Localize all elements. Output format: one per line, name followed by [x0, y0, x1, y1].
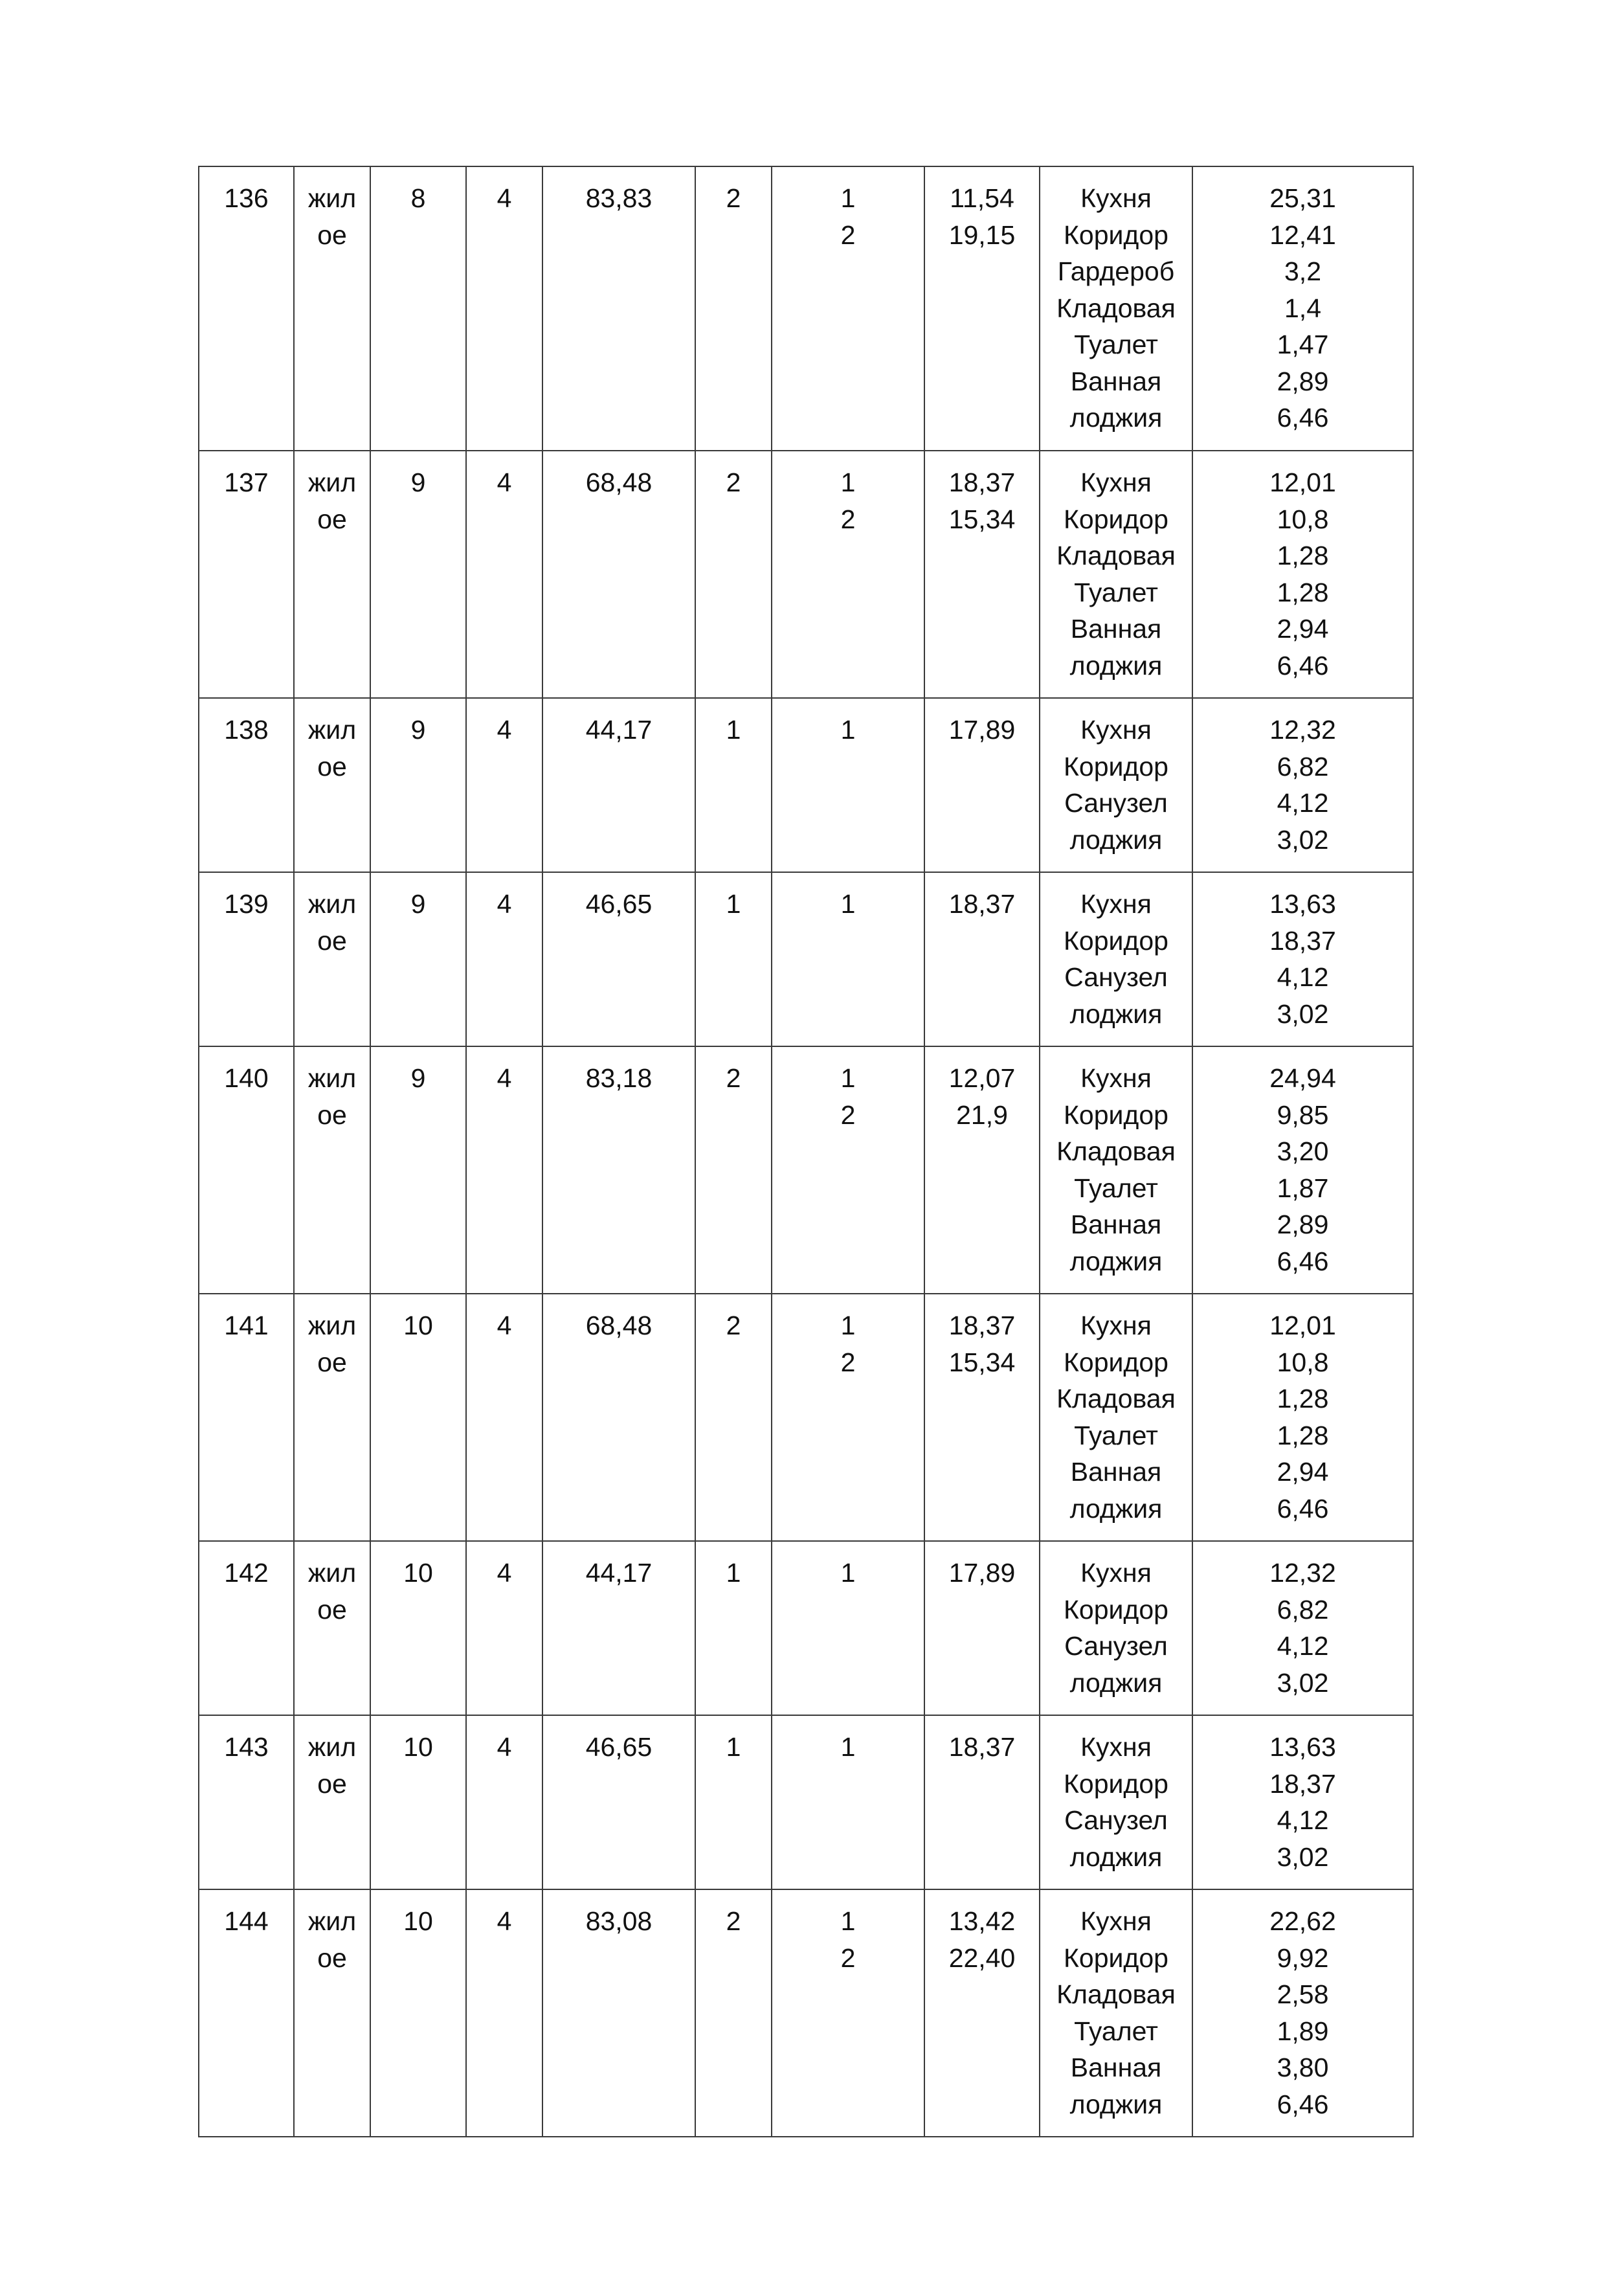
cell-room-areas	[924, 1541, 1040, 1715]
cell-line: 1	[840, 183, 856, 213]
cell-line: 17,89	[948, 1558, 1016, 1588]
cell-line: Коридор	[1064, 1768, 1168, 1799]
cell-apartment-number	[199, 1294, 294, 1541]
cell-aux-room-names	[1040, 698, 1192, 872]
cell-line: 1,28	[1277, 1420, 1329, 1450]
cell-line: 13,63	[1269, 889, 1336, 919]
cell-value: 4	[497, 1311, 512, 1340]
cell-line: 12,07	[948, 1063, 1016, 1093]
cell-aux-room-names	[1040, 1046, 1192, 1294]
cell-line: 6,82	[1277, 751, 1329, 782]
cell-section	[466, 1046, 542, 1294]
cell-line: Ванная	[1070, 1210, 1162, 1239]
cell-line: 22,40	[948, 1942, 1016, 1973]
cell-aux-room-areas	[1192, 166, 1413, 451]
cell-aux-room-names	[1040, 1889, 1192, 2137]
cell-room-numbers	[772, 1046, 924, 1294]
cell-line: ое	[317, 1768, 347, 1799]
cell-value: 136	[224, 183, 269, 213]
cell-value: 139	[224, 889, 269, 919]
cell-value: 141	[224, 1311, 269, 1340]
cell-premise-type	[294, 872, 370, 1046]
cell-line: 19,15	[948, 219, 1016, 250]
table-row	[199, 1889, 1413, 2137]
cell-line: ое	[317, 219, 347, 250]
cell-line: Кладовая	[1056, 541, 1176, 570]
cell-aux-room-areas	[1192, 1715, 1413, 1889]
cell-line: 2,89	[1277, 1210, 1329, 1239]
cell-room-count	[695, 1046, 772, 1294]
cell-line: Туалет	[1074, 577, 1158, 607]
cell-section	[466, 451, 542, 698]
cell-line: 18,37	[948, 889, 1016, 919]
cell-value: 9	[410, 715, 426, 745]
cell-line: лоджия	[1069, 1667, 1163, 1698]
cell-room-count	[695, 872, 772, 1046]
cell-line: жил	[307, 1063, 357, 1093]
cell-line: Ванная	[1070, 366, 1162, 396]
cell-line: 18,37	[1269, 1768, 1336, 1799]
cell-line: Туалет	[1074, 1173, 1158, 1203]
cell-aux-room-names	[1040, 1715, 1192, 1889]
cell-value: 4	[497, 889, 512, 919]
cell-line: 12,41	[1269, 219, 1336, 250]
cell-value: 46,65	[585, 889, 653, 919]
cell-room-count	[695, 1889, 772, 2137]
cell-floor	[370, 1715, 466, 1889]
cell-line: 10,8	[1277, 1347, 1329, 1377]
cell-line: 3,02	[1277, 824, 1329, 855]
cell-value: 4	[497, 467, 512, 497]
cell-line: ое	[317, 1347, 347, 1377]
cell-line: жил	[307, 1558, 357, 1588]
table-row	[199, 1541, 1413, 1715]
cell-section	[466, 872, 542, 1046]
cell-line: 2	[840, 1099, 856, 1130]
cell-line: лоджия	[1069, 403, 1163, 433]
cell-line: ое	[317, 751, 347, 782]
cell-room-count	[695, 1715, 772, 1889]
cell-apartment-number	[199, 166, 294, 451]
cell-section	[466, 1715, 542, 1889]
cell-total-area	[542, 1046, 695, 1294]
cell-line: 12,01	[1269, 467, 1336, 497]
cell-line: 18,37	[948, 1311, 1016, 1340]
cell-line: 9,92	[1277, 1942, 1329, 1973]
cell-apartment-number	[199, 872, 294, 1046]
cell-value: 10	[403, 1906, 433, 1936]
cell-line: 6,46	[1277, 2089, 1329, 2119]
cell-section	[466, 1294, 542, 1541]
cell-line: 1,28	[1277, 577, 1329, 607]
cell-premise-type	[294, 1541, 370, 1715]
cell-room-areas	[924, 872, 1040, 1046]
cell-total-area	[542, 166, 695, 451]
cell-line: Коридор	[1064, 1942, 1168, 1973]
cell-line: ое	[317, 1099, 347, 1130]
cell-value: 44,17	[585, 1558, 653, 1588]
cell-value: 1	[726, 1732, 741, 1762]
cell-line: 25,31	[1269, 183, 1336, 213]
table-row	[199, 698, 1413, 872]
cell-line: 18,37	[948, 467, 1016, 497]
cell-value: 1	[726, 715, 741, 745]
cell-value: 143	[224, 1732, 269, 1762]
cell-aux-room-areas	[1192, 1294, 1413, 1541]
cell-room-numbers	[772, 451, 924, 698]
table-row	[199, 451, 1413, 698]
cell-value: 142	[224, 1558, 269, 1588]
cell-value: 68,48	[585, 467, 653, 497]
cell-line: 1,28	[1277, 1384, 1329, 1413]
cell-aux-room-names	[1040, 1541, 1192, 1715]
cell-floor	[370, 1889, 466, 2137]
cell-line: Коридор	[1064, 751, 1168, 782]
cell-line: жил	[307, 467, 357, 497]
cell-line: жил	[307, 183, 357, 213]
cell-line: Кухня	[1080, 889, 1152, 919]
cell-value: 83,08	[585, 1906, 653, 1936]
cell-line: ое	[317, 504, 347, 534]
cell-line: Коридор	[1064, 925, 1168, 956]
cell-premise-type	[294, 1889, 370, 2137]
cell-line: Ванная	[1070, 2053, 1162, 2082]
cell-value: 46,65	[585, 1732, 653, 1762]
cell-aux-room-names	[1040, 166, 1192, 451]
cell-section	[466, 698, 542, 872]
cell-line: 1	[840, 467, 856, 497]
cell-apartment-number	[199, 1541, 294, 1715]
cell-line: 3,02	[1277, 1667, 1329, 1698]
cell-aux-room-areas	[1192, 872, 1413, 1046]
cell-aux-room-areas	[1192, 698, 1413, 872]
cell-value: 2	[726, 183, 741, 213]
cell-line: лоджия	[1069, 1841, 1163, 1872]
cell-line: 2,94	[1277, 1457, 1329, 1487]
cell-value: 9	[410, 1063, 426, 1093]
cell-value: 1	[726, 889, 741, 919]
cell-total-area	[542, 872, 695, 1046]
cell-room-areas	[924, 698, 1040, 872]
apartment-table	[198, 166, 1414, 2137]
cell-total-area	[542, 1294, 695, 1541]
cell-aux-room-names	[1040, 1294, 1192, 1541]
cell-floor	[370, 1541, 466, 1715]
cell-room-areas	[924, 1715, 1040, 1889]
cell-line: 18,37	[948, 1732, 1016, 1762]
cell-line: Санузел	[1064, 1631, 1168, 1661]
cell-value: 2	[726, 1311, 741, 1340]
cell-line: 24,94	[1269, 1063, 1336, 1093]
cell-line: 3,02	[1277, 998, 1329, 1029]
cell-aux-room-areas	[1192, 1046, 1413, 1294]
cell-line: 1,89	[1277, 2016, 1329, 2046]
cell-line: Кладовая	[1056, 1136, 1176, 1166]
cell-line: 1	[840, 1063, 856, 1093]
cell-value: 2	[726, 1063, 741, 1093]
cell-value: 4	[497, 1558, 512, 1588]
cell-section	[466, 166, 542, 451]
cell-value: 10	[403, 1558, 433, 1588]
cell-value: 10	[403, 1732, 433, 1762]
cell-value: 68,48	[585, 1311, 653, 1340]
cell-line: 6,82	[1277, 1594, 1329, 1625]
cell-floor	[370, 1046, 466, 1294]
cell-line: 2	[840, 504, 856, 534]
cell-value: 44,17	[585, 715, 653, 745]
cell-room-areas	[924, 451, 1040, 698]
cell-line: 22,62	[1269, 1906, 1336, 1936]
cell-floor	[370, 1294, 466, 1541]
cell-line: 1	[840, 889, 856, 919]
cell-line: 4,12	[1277, 962, 1329, 992]
cell-aux-room-areas	[1192, 1889, 1413, 2137]
cell-line: 15,34	[948, 1347, 1016, 1377]
cell-apartment-number	[199, 698, 294, 872]
cell-line: 12,01	[1269, 1311, 1336, 1340]
cell-floor	[370, 698, 466, 872]
table-row	[199, 872, 1413, 1046]
cell-line: лоджия	[1069, 1246, 1163, 1276]
cell-value: 1	[726, 1558, 741, 1588]
cell-value: 83,18	[585, 1063, 653, 1093]
cell-line: жил	[307, 1311, 357, 1340]
cell-value: 8	[410, 183, 426, 213]
cell-total-area	[542, 698, 695, 872]
table-row	[199, 1046, 1413, 1294]
cell-total-area	[542, 1715, 695, 1889]
cell-line: 2	[840, 1942, 856, 1973]
cell-line: 3,20	[1277, 1136, 1329, 1166]
cell-line: Ванная	[1070, 614, 1162, 644]
cell-line: Коридор	[1064, 1099, 1168, 1130]
cell-line: 6,46	[1277, 403, 1329, 433]
cell-value: 9	[410, 889, 426, 919]
cell-line: 1,4	[1284, 293, 1321, 323]
cell-value: 144	[224, 1906, 269, 1936]
cell-line: лоджия	[1069, 1493, 1163, 1524]
cell-line: жил	[307, 1732, 357, 1762]
cell-line: жил	[307, 1906, 357, 1936]
cell-line: Кухня	[1080, 1311, 1152, 1340]
cell-line: 2,89	[1277, 366, 1329, 396]
cell-value: 4	[497, 183, 512, 213]
cell-line: Туалет	[1074, 1420, 1158, 1450]
cell-line: ое	[317, 925, 347, 956]
cell-line: 2,58	[1277, 1979, 1329, 2009]
cell-line: 6,46	[1277, 1246, 1329, 1276]
cell-line: жил	[307, 715, 357, 745]
cell-premise-type	[294, 451, 370, 698]
cell-line: 1	[840, 715, 856, 745]
cell-value: 140	[224, 1063, 269, 1093]
cell-line: Ванная	[1070, 1457, 1162, 1487]
cell-value: 4	[497, 1906, 512, 1936]
cell-value: 4	[497, 1732, 512, 1762]
cell-premise-type	[294, 1715, 370, 1889]
cell-line: 13,42	[948, 1906, 1016, 1936]
cell-room-areas	[924, 1889, 1040, 2137]
cell-premise-type	[294, 1294, 370, 1541]
cell-room-count	[695, 451, 772, 698]
cell-line: ое	[317, 1942, 347, 1973]
cell-total-area	[542, 1889, 695, 2137]
cell-line: Кладовая	[1056, 1979, 1176, 2009]
cell-line: Гардероб	[1057, 256, 1175, 286]
cell-floor	[370, 872, 466, 1046]
cell-room-count	[695, 166, 772, 451]
cell-line: 6,46	[1277, 650, 1329, 681]
cell-line: Кухня	[1080, 1906, 1152, 1936]
cell-line: Кухня	[1080, 183, 1152, 213]
cell-room-numbers	[772, 1294, 924, 1541]
cell-value: 137	[224, 467, 269, 497]
cell-line: 12,32	[1269, 715, 1336, 745]
cell-line: 1	[840, 1558, 856, 1588]
cell-value: 2	[726, 467, 741, 497]
cell-room-numbers	[772, 166, 924, 451]
cell-line: 3,2	[1284, 256, 1321, 286]
cell-line: Санузел	[1064, 1805, 1168, 1835]
cell-line: 1,87	[1277, 1173, 1329, 1203]
cell-room-numbers	[772, 1889, 924, 2137]
cell-apartment-number	[199, 1889, 294, 2137]
cell-line: 4,12	[1277, 1805, 1329, 1835]
cell-room-areas	[924, 1294, 1040, 1541]
cell-aux-room-areas	[1192, 1541, 1413, 1715]
cell-line: 1	[840, 1311, 856, 1340]
cell-line: 11,54	[950, 183, 1014, 213]
cell-value: 83,83	[585, 183, 653, 213]
cell-line: 1	[840, 1906, 856, 1936]
cell-room-areas	[924, 166, 1040, 451]
cell-room-numbers	[772, 698, 924, 872]
cell-line: 2,94	[1277, 614, 1329, 644]
cell-line: Кладовая	[1056, 293, 1176, 323]
cell-line: 6,46	[1277, 1493, 1329, 1524]
cell-line: Кухня	[1080, 715, 1152, 745]
cell-value: 4	[497, 715, 512, 745]
cell-line: Коридор	[1064, 504, 1168, 534]
cell-line: Туалет	[1074, 2016, 1158, 2046]
cell-line: 4,12	[1277, 1631, 1329, 1661]
cell-line: Кладовая	[1056, 1384, 1176, 1413]
cell-line: Туалет	[1074, 330, 1158, 359]
cell-line: 3,02	[1277, 1841, 1329, 1872]
cell-premise-type	[294, 1046, 370, 1294]
cell-line: 15,34	[948, 504, 1016, 534]
cell-section	[466, 1889, 542, 2137]
cell-line: лоджия	[1069, 998, 1163, 1029]
cell-line: Кухня	[1080, 1732, 1152, 1762]
cell-line: 1,28	[1277, 541, 1329, 570]
cell-value: 4	[497, 1063, 512, 1093]
cell-line: 4,12	[1277, 788, 1329, 818]
cell-apartment-number	[199, 1715, 294, 1889]
cell-line: 18,37	[1269, 925, 1336, 956]
cell-apartment-number	[199, 451, 294, 698]
cell-line: Коридор	[1064, 219, 1168, 250]
cell-premise-type	[294, 698, 370, 872]
cell-line: жил	[307, 889, 357, 919]
cell-line: лоджия	[1069, 824, 1163, 855]
cell-floor	[370, 166, 466, 451]
cell-line: 2	[840, 1347, 856, 1377]
cell-room-count	[695, 698, 772, 872]
cell-value: 138	[224, 715, 269, 745]
cell-line: 21,9	[956, 1099, 1008, 1130]
table-row	[199, 1294, 1413, 1541]
cell-value: 10	[403, 1311, 433, 1340]
cell-room-count	[695, 1541, 772, 1715]
cell-line: Кухня	[1080, 1558, 1152, 1588]
cell-line: 9,85	[1277, 1099, 1329, 1130]
cell-line: Кухня	[1080, 1063, 1152, 1093]
cell-aux-room-names	[1040, 451, 1192, 698]
cell-room-numbers	[772, 1541, 924, 1715]
cell-value: 9	[410, 467, 426, 497]
cell-room-areas	[924, 1046, 1040, 1294]
cell-line: ое	[317, 1594, 347, 1625]
cell-line: 12,32	[1269, 1558, 1336, 1588]
cell-line: Коридор	[1064, 1594, 1168, 1625]
cell-total-area	[542, 1541, 695, 1715]
cell-line: 2	[840, 219, 856, 250]
cell-line: 3,80	[1277, 2053, 1329, 2082]
cell-apartment-number	[199, 1046, 294, 1294]
cell-premise-type	[294, 166, 370, 451]
cell-line: 13,63	[1269, 1732, 1336, 1762]
cell-line: лоджия	[1069, 2089, 1163, 2119]
table-row	[199, 166, 1413, 451]
table-row	[199, 1715, 1413, 1889]
cell-line: 1,47	[1277, 330, 1329, 359]
cell-line: лоджия	[1069, 650, 1163, 681]
cell-total-area	[542, 451, 695, 698]
cell-section	[466, 1541, 542, 1715]
cell-line: Санузел	[1064, 788, 1168, 818]
cell-line: Кухня	[1080, 467, 1152, 497]
cell-line: Санузел	[1064, 962, 1168, 992]
cell-room-numbers	[772, 872, 924, 1046]
cell-line: Коридор	[1064, 1347, 1168, 1377]
table-body	[199, 166, 1413, 2137]
cell-value: 2	[726, 1906, 741, 1936]
cell-aux-room-areas	[1192, 451, 1413, 698]
cell-line: 1	[840, 1732, 856, 1762]
cell-floor	[370, 451, 466, 698]
cell-aux-room-names	[1040, 872, 1192, 1046]
cell-room-count	[695, 1294, 772, 1541]
cell-line: 17,89	[948, 715, 1016, 745]
cell-line: 10,8	[1277, 504, 1329, 534]
cell-room-numbers	[772, 1715, 924, 1889]
